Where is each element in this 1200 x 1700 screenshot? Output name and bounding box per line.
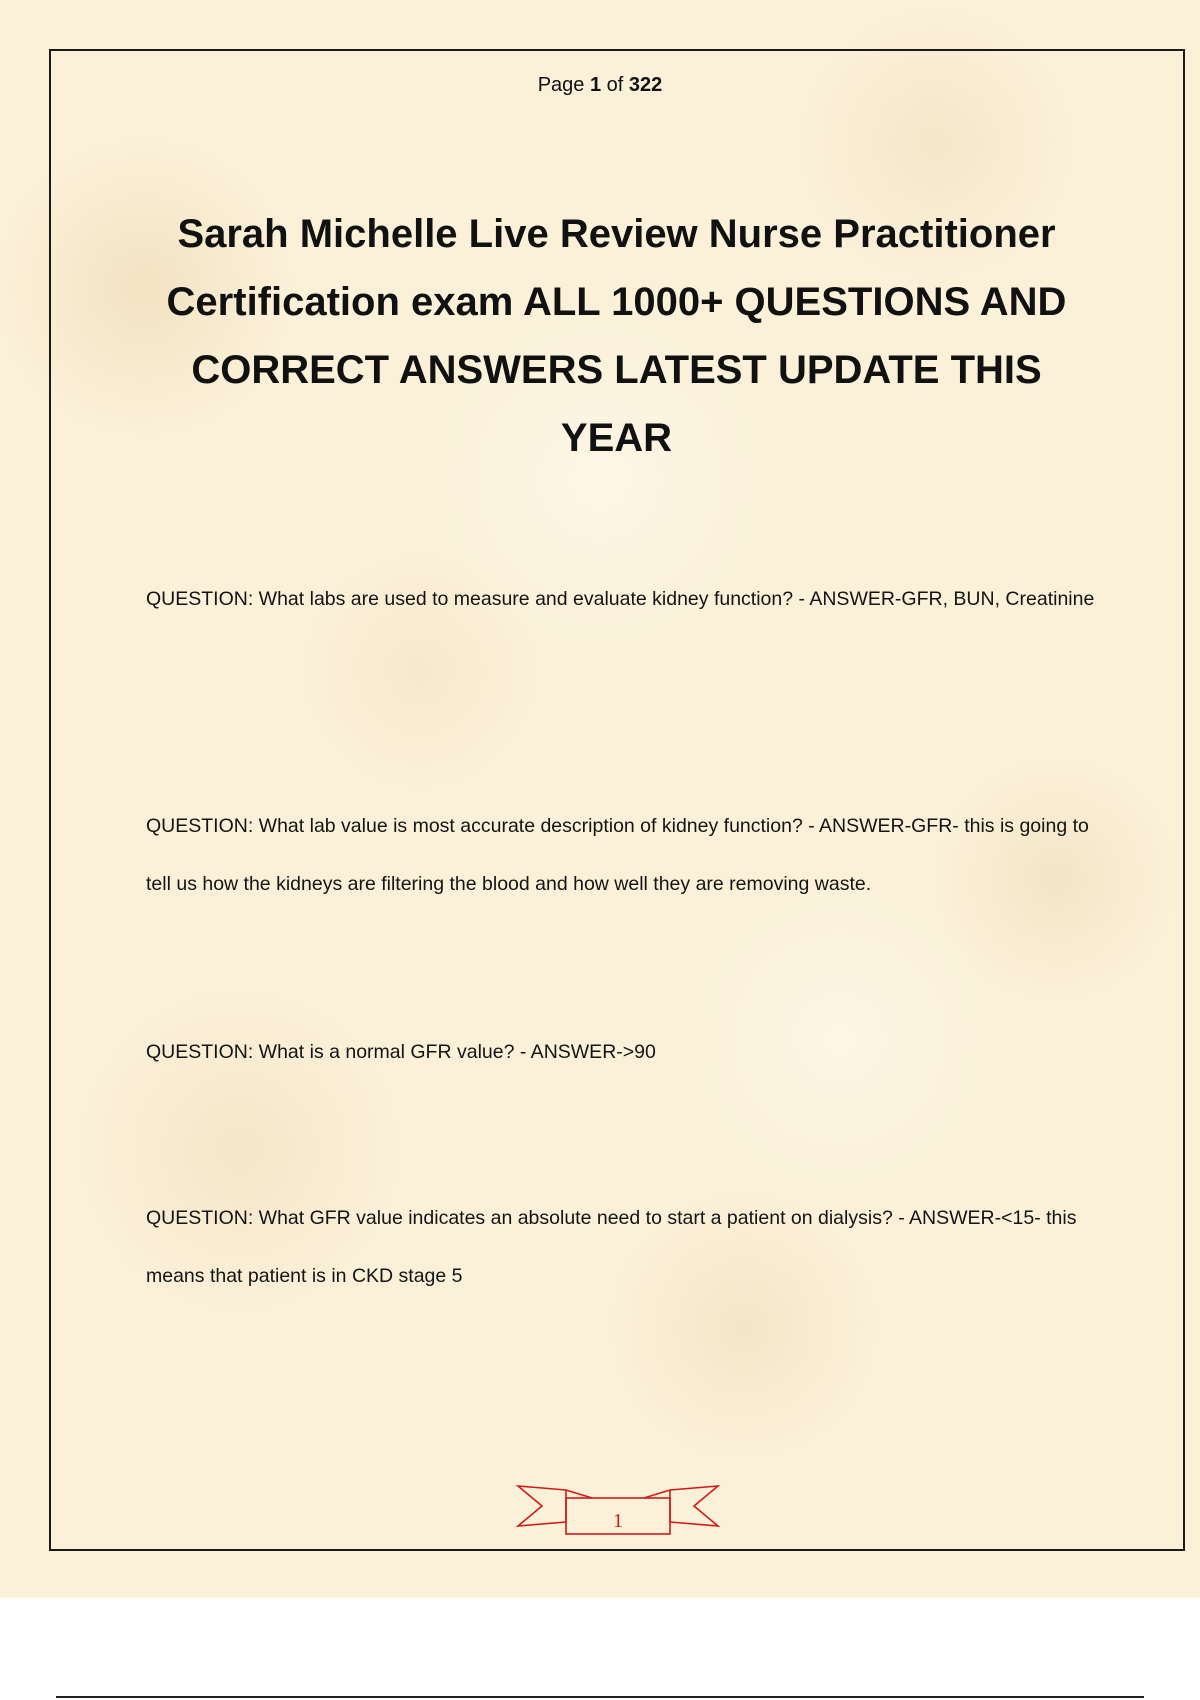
document-title: Sarah Michelle Live Review Nurse Practitioner Certification exam ALL 1000+ QUESTIONS AND CORRECT ANSWERS LATEST UPDATE THIS YEAR <box>166 212 1067 460</box>
qa-item-3: QUESTION: What is a normal GFR value? - ANSWER->90 <box>146 1041 656 1063</box>
page-header-separator: of <box>601 74 629 96</box>
qa-item-4: QUESTION: What GFR value indicates an absolute need to start a patient on dialysis? - ANSWER-<15- this means that patient is in CKD stage 5 <box>146 1207 1077 1287</box>
qa-item-2: QUESTION: What lab value is most accurate description of kidney function? - ANSWER-GFR- this is going to tell us how the kidneys are filtering the blood and how well they are removing waste. <box>146 815 1089 895</box>
bottom-divider <box>56 1696 1144 1698</box>
total-page-count: 322 <box>628 74 663 96</box>
current-page-number: 1 <box>589 74 602 96</box>
qa-item-1: QUESTION: What labs are used to measure and evaluate kidney function? - ANSWER-GFR, BUN, Creatinine <box>146 588 1095 610</box>
page-header-prefix: Page <box>537 74 590 96</box>
page-header <box>0 74 1200 97</box>
footer-page-number: 1 <box>613 1510 623 1532</box>
